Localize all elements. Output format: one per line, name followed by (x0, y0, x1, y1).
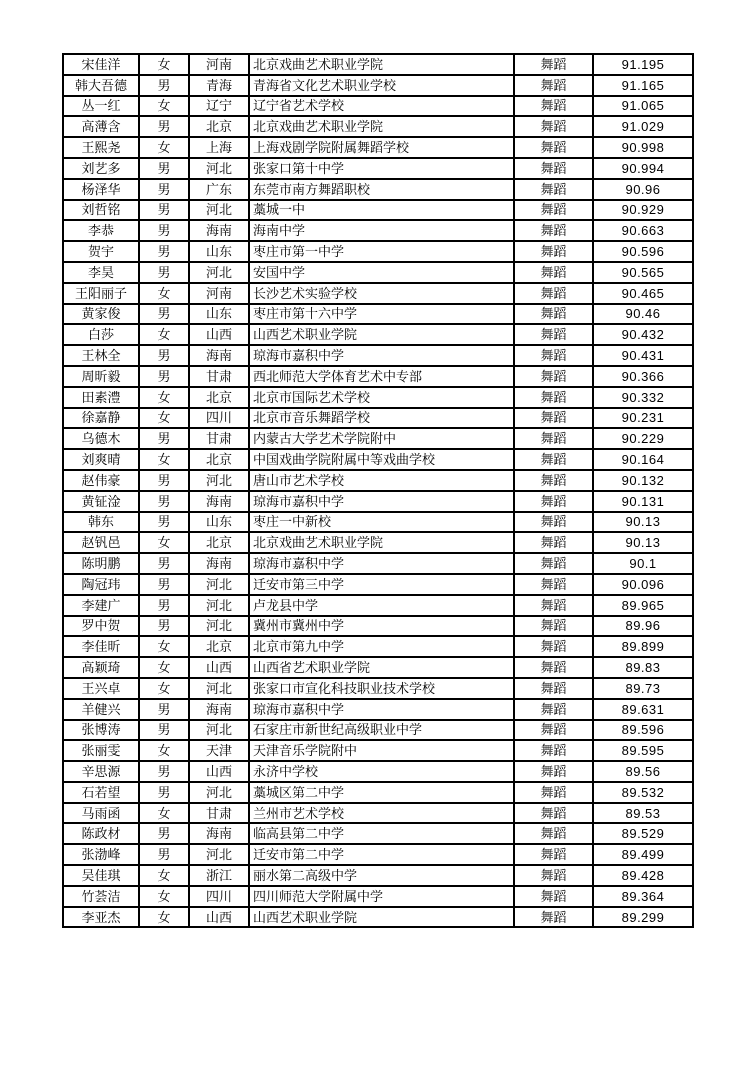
score-cell: 90.565 (593, 262, 693, 283)
province-cell: 河北 (189, 574, 249, 595)
table-row (63, 324, 693, 345)
name-cell: 刘哲铭 (63, 200, 139, 221)
table-row (63, 553, 693, 574)
school-cell: 张家口第十中学 (249, 158, 514, 179)
score-cell: 89.428 (593, 865, 693, 886)
score-table (62, 53, 694, 928)
province-cell: 海南 (189, 345, 249, 366)
score-cell: 91.029 (593, 116, 693, 137)
score-cell: 89.965 (593, 595, 693, 616)
major-cell: 舞蹈 (514, 595, 593, 616)
table-row (63, 699, 693, 720)
school-cell: 长沙艺术实验学校 (249, 283, 514, 304)
name-cell: 陶冠玮 (63, 574, 139, 595)
gender-cell: 男 (139, 491, 189, 512)
school-cell: 山西省艺术职业学院 (249, 657, 514, 678)
name-cell: 辛思源 (63, 761, 139, 782)
gender-cell: 男 (139, 116, 189, 137)
province-cell: 北京 (189, 387, 249, 408)
gender-cell: 男 (139, 512, 189, 533)
school-cell: 东莞市南方舞蹈职校 (249, 179, 514, 200)
table-row (63, 387, 693, 408)
province-cell: 海南 (189, 220, 249, 241)
table-row (63, 657, 693, 678)
gender-cell: 女 (139, 886, 189, 907)
gender-cell: 男 (139, 470, 189, 491)
major-cell: 舞蹈 (514, 823, 593, 844)
major-cell: 舞蹈 (514, 761, 593, 782)
school-cell: 北京戏曲艺术职业学院 (249, 532, 514, 553)
major-cell: 舞蹈 (514, 574, 593, 595)
table-row (63, 823, 693, 844)
province-cell: 河北 (189, 262, 249, 283)
name-cell: 陈政材 (63, 823, 139, 844)
name-cell: 石若望 (63, 782, 139, 803)
major-cell: 舞蹈 (514, 366, 593, 387)
table-row (63, 740, 693, 761)
gender-cell: 男 (139, 823, 189, 844)
table-row (63, 720, 693, 741)
table-row (63, 366, 693, 387)
major-cell: 舞蹈 (514, 241, 593, 262)
gender-cell: 男 (139, 345, 189, 366)
province-cell: 广东 (189, 179, 249, 200)
gender-cell: 女 (139, 803, 189, 824)
table-row (63, 865, 693, 886)
school-cell: 天津音乐学院附中 (249, 740, 514, 761)
score-cell: 90.1 (593, 553, 693, 574)
province-cell: 北京 (189, 532, 249, 553)
score-cell: 90.998 (593, 137, 693, 158)
score-cell: 90.465 (593, 283, 693, 304)
major-cell: 舞蹈 (514, 200, 593, 221)
name-cell: 高颖琦 (63, 657, 139, 678)
major-cell: 舞蹈 (514, 657, 593, 678)
major-cell: 舞蹈 (514, 865, 593, 886)
gender-cell: 男 (139, 304, 189, 325)
name-cell: 李建广 (63, 595, 139, 616)
major-cell: 舞蹈 (514, 262, 593, 283)
province-cell: 河北 (189, 844, 249, 865)
name-cell: 李亚杰 (63, 907, 139, 928)
province-cell: 四川 (189, 886, 249, 907)
gender-cell: 男 (139, 179, 189, 200)
province-cell: 河北 (189, 720, 249, 741)
major-cell: 舞蹈 (514, 220, 593, 241)
name-cell: 徐嘉静 (63, 408, 139, 429)
major-cell: 舞蹈 (514, 803, 593, 824)
table-row (63, 532, 693, 553)
province-cell: 河南 (189, 54, 249, 75)
major-cell: 舞蹈 (514, 304, 593, 325)
score-cell: 90.332 (593, 387, 693, 408)
school-cell: 中国戏曲学院附属中等戏曲学校 (249, 449, 514, 470)
name-cell: 贺宇 (63, 241, 139, 262)
province-cell: 河北 (189, 616, 249, 637)
major-cell: 舞蹈 (514, 782, 593, 803)
table-row (63, 636, 693, 657)
school-cell: 西北师范大学体育艺术中专部 (249, 366, 514, 387)
major-cell: 舞蹈 (514, 96, 593, 117)
province-cell: 山东 (189, 241, 249, 262)
major-cell: 舞蹈 (514, 844, 593, 865)
gender-cell: 男 (139, 699, 189, 720)
name-cell: 竹荟洁 (63, 886, 139, 907)
gender-cell: 男 (139, 574, 189, 595)
gender-cell: 女 (139, 137, 189, 158)
major-cell: 舞蹈 (514, 678, 593, 699)
name-cell: 白莎 (63, 324, 139, 345)
school-cell: 北京戏曲艺术职业学院 (249, 54, 514, 75)
school-cell: 上海戏剧学院附属舞蹈学校 (249, 137, 514, 158)
province-cell: 上海 (189, 137, 249, 158)
table-row (63, 803, 693, 824)
score-cell: 89.596 (593, 720, 693, 741)
name-cell: 王阳丽子 (63, 283, 139, 304)
school-cell: 迁安市第三中学 (249, 574, 514, 595)
gender-cell: 男 (139, 553, 189, 574)
name-cell: 羊健兴 (63, 699, 139, 720)
table-row (63, 428, 693, 449)
name-cell: 李恭 (63, 220, 139, 241)
major-cell: 舞蹈 (514, 137, 593, 158)
province-cell: 海南 (189, 823, 249, 844)
gender-cell: 女 (139, 54, 189, 75)
province-cell: 浙江 (189, 865, 249, 886)
school-cell: 兰州市艺术学校 (249, 803, 514, 824)
major-cell: 舞蹈 (514, 428, 593, 449)
province-cell: 北京 (189, 116, 249, 137)
gender-cell: 女 (139, 283, 189, 304)
score-cell: 89.73 (593, 678, 693, 699)
score-cell: 90.096 (593, 574, 693, 595)
score-cell: 89.96 (593, 616, 693, 637)
gender-cell: 女 (139, 657, 189, 678)
school-cell: 藁城区第二中学 (249, 782, 514, 803)
major-cell: 舞蹈 (514, 449, 593, 470)
name-cell: 韩大吾德 (63, 75, 139, 96)
table-row (63, 408, 693, 429)
table-row (63, 220, 693, 241)
table-row (63, 75, 693, 96)
name-cell: 马雨函 (63, 803, 139, 824)
major-cell: 舞蹈 (514, 116, 593, 137)
score-cell: 89.299 (593, 907, 693, 928)
score-cell: 90.596 (593, 241, 693, 262)
score-cell: 89.364 (593, 886, 693, 907)
score-cell: 91.165 (593, 75, 693, 96)
major-cell: 舞蹈 (514, 345, 593, 366)
name-cell: 周昕毅 (63, 366, 139, 387)
province-cell: 天津 (189, 740, 249, 761)
school-cell: 冀州市冀州中学 (249, 616, 514, 637)
gender-cell: 男 (139, 782, 189, 803)
school-cell: 丽水第二高级中学 (249, 865, 514, 886)
school-cell: 北京市第九中学 (249, 636, 514, 657)
gender-cell: 女 (139, 449, 189, 470)
table-row (63, 512, 693, 533)
gender-cell: 女 (139, 324, 189, 345)
name-cell: 李昊 (63, 262, 139, 283)
province-cell: 河北 (189, 595, 249, 616)
table-row (63, 574, 693, 595)
table-row (63, 678, 693, 699)
major-cell: 舞蹈 (514, 532, 593, 553)
table-row (63, 449, 693, 470)
name-cell: 田素澧 (63, 387, 139, 408)
gender-cell: 女 (139, 96, 189, 117)
school-cell: 唐山市艺术学校 (249, 470, 514, 491)
province-cell: 山西 (189, 907, 249, 928)
name-cell: 高薄含 (63, 116, 139, 137)
table-row (63, 262, 693, 283)
score-cell: 90.96 (593, 179, 693, 200)
gender-cell: 男 (139, 720, 189, 741)
table-row (63, 200, 693, 221)
province-cell: 河北 (189, 470, 249, 491)
school-cell: 内蒙古大学艺术学院附中 (249, 428, 514, 449)
province-cell: 河北 (189, 782, 249, 803)
major-cell: 舞蹈 (514, 54, 593, 75)
score-cell: 90.131 (593, 491, 693, 512)
province-cell: 山西 (189, 761, 249, 782)
gender-cell: 男 (139, 158, 189, 179)
province-cell: 甘肃 (189, 428, 249, 449)
score-cell: 90.46 (593, 304, 693, 325)
province-cell: 北京 (189, 449, 249, 470)
table-row (63, 137, 693, 158)
gender-cell: 女 (139, 740, 189, 761)
score-cell: 90.132 (593, 470, 693, 491)
name-cell: 吴佳琪 (63, 865, 139, 886)
table-row (63, 345, 693, 366)
school-cell: 四川师范大学附属中学 (249, 886, 514, 907)
school-cell: 青海省文化艺术职业学校 (249, 75, 514, 96)
major-cell: 舞蹈 (514, 699, 593, 720)
score-cell: 90.13 (593, 532, 693, 553)
table-row (63, 158, 693, 179)
gender-cell: 女 (139, 387, 189, 408)
school-cell: 北京市国际艺术学校 (249, 387, 514, 408)
school-cell: 辽宁省艺术学校 (249, 96, 514, 117)
gender-cell: 男 (139, 241, 189, 262)
school-cell: 永济中学校 (249, 761, 514, 782)
score-cell: 90.663 (593, 220, 693, 241)
school-cell: 枣庄一中新校 (249, 512, 514, 533)
gender-cell: 男 (139, 761, 189, 782)
name-cell: 黄钲淦 (63, 491, 139, 512)
gender-cell: 女 (139, 678, 189, 699)
gender-cell: 女 (139, 532, 189, 553)
table-row (63, 595, 693, 616)
school-cell: 迁安市第二中学 (249, 844, 514, 865)
province-cell: 海南 (189, 491, 249, 512)
province-cell: 河北 (189, 678, 249, 699)
gender-cell: 女 (139, 865, 189, 886)
school-cell: 安国中学 (249, 262, 514, 283)
score-cell: 91.195 (593, 54, 693, 75)
name-cell: 韩东 (63, 512, 139, 533)
score-cell: 89.529 (593, 823, 693, 844)
school-cell: 海南中学 (249, 220, 514, 241)
table-row (63, 886, 693, 907)
school-cell: 临高县第二中学 (249, 823, 514, 844)
school-cell: 琼海市嘉积中学 (249, 345, 514, 366)
score-cell: 91.065 (593, 96, 693, 117)
name-cell: 赵钒邑 (63, 532, 139, 553)
major-cell: 舞蹈 (514, 616, 593, 637)
name-cell: 乌德木 (63, 428, 139, 449)
school-cell: 石家庄市新世纪高级职业中学 (249, 720, 514, 741)
school-cell: 藁城一中 (249, 200, 514, 221)
province-cell: 四川 (189, 408, 249, 429)
province-cell: 河北 (189, 158, 249, 179)
major-cell: 舞蹈 (514, 553, 593, 574)
name-cell: 张丽雯 (63, 740, 139, 761)
school-cell: 枣庄市第一中学 (249, 241, 514, 262)
table-row (63, 241, 693, 262)
school-cell: 北京市音乐舞蹈学校 (249, 408, 514, 429)
school-cell: 张家口市宣化科技职业技术学校 (249, 678, 514, 699)
name-cell: 宋佳洋 (63, 54, 139, 75)
table-row (63, 54, 693, 75)
gender-cell: 男 (139, 844, 189, 865)
major-cell: 舞蹈 (514, 324, 593, 345)
name-cell: 刘爽晴 (63, 449, 139, 470)
score-table-body (63, 54, 693, 927)
table-row (63, 616, 693, 637)
score-cell: 89.532 (593, 782, 693, 803)
major-cell: 舞蹈 (514, 886, 593, 907)
province-cell: 山西 (189, 657, 249, 678)
gender-cell: 男 (139, 200, 189, 221)
gender-cell: 男 (139, 595, 189, 616)
province-cell: 北京 (189, 636, 249, 657)
table-row (63, 179, 693, 200)
school-cell: 山西艺术职业学院 (249, 324, 514, 345)
major-cell: 舞蹈 (514, 75, 593, 96)
gender-cell: 男 (139, 75, 189, 96)
name-cell: 黄家俊 (63, 304, 139, 325)
major-cell: 舞蹈 (514, 512, 593, 533)
table-row (63, 96, 693, 117)
score-cell: 90.994 (593, 158, 693, 179)
table-row (63, 782, 693, 803)
score-cell: 89.595 (593, 740, 693, 761)
province-cell: 青海 (189, 75, 249, 96)
name-cell: 李佳昕 (63, 636, 139, 657)
score-cell: 90.164 (593, 449, 693, 470)
province-cell: 海南 (189, 553, 249, 574)
school-cell: 山西艺术职业学院 (249, 907, 514, 928)
score-cell: 89.83 (593, 657, 693, 678)
province-cell: 山东 (189, 304, 249, 325)
school-cell: 琼海市嘉积中学 (249, 553, 514, 574)
province-cell: 河南 (189, 283, 249, 304)
score-cell: 90.13 (593, 512, 693, 533)
province-cell: 山西 (189, 324, 249, 345)
score-cell: 90.431 (593, 345, 693, 366)
major-cell: 舞蹈 (514, 408, 593, 429)
table-row (63, 283, 693, 304)
gender-cell: 女 (139, 636, 189, 657)
major-cell: 舞蹈 (514, 491, 593, 512)
score-cell: 89.53 (593, 803, 693, 824)
major-cell: 舞蹈 (514, 470, 593, 491)
table-row (63, 761, 693, 782)
score-cell: 89.56 (593, 761, 693, 782)
name-cell: 罗中贺 (63, 616, 139, 637)
major-cell: 舞蹈 (514, 179, 593, 200)
score-cell: 90.929 (593, 200, 693, 221)
score-cell: 90.231 (593, 408, 693, 429)
major-cell: 舞蹈 (514, 907, 593, 928)
gender-cell: 男 (139, 428, 189, 449)
major-cell: 舞蹈 (514, 158, 593, 179)
score-cell: 90.229 (593, 428, 693, 449)
table-row (63, 491, 693, 512)
name-cell: 王熙尧 (63, 137, 139, 158)
table-row (63, 907, 693, 928)
school-cell: 枣庄市第十六中学 (249, 304, 514, 325)
school-cell: 卢龙县中学 (249, 595, 514, 616)
score-cell: 89.899 (593, 636, 693, 657)
name-cell: 赵伟豪 (63, 470, 139, 491)
major-cell: 舞蹈 (514, 636, 593, 657)
school-cell: 北京戏曲艺术职业学院 (249, 116, 514, 137)
gender-cell: 男 (139, 220, 189, 241)
name-cell: 刘艺多 (63, 158, 139, 179)
table-row (63, 844, 693, 865)
major-cell: 舞蹈 (514, 387, 593, 408)
score-cell: 89.499 (593, 844, 693, 865)
score-cell: 90.432 (593, 324, 693, 345)
province-cell: 甘肃 (189, 366, 249, 387)
score-cell: 90.366 (593, 366, 693, 387)
gender-cell: 男 (139, 366, 189, 387)
province-cell: 海南 (189, 699, 249, 720)
major-cell: 舞蹈 (514, 720, 593, 741)
school-cell: 琼海市嘉积中学 (249, 491, 514, 512)
major-cell: 舞蹈 (514, 740, 593, 761)
province-cell: 辽宁 (189, 96, 249, 117)
province-cell: 山东 (189, 512, 249, 533)
table-row (63, 116, 693, 137)
gender-cell: 女 (139, 408, 189, 429)
name-cell: 张渤峰 (63, 844, 139, 865)
table-row (63, 304, 693, 325)
province-cell: 河北 (189, 200, 249, 221)
score-cell: 89.631 (593, 699, 693, 720)
name-cell: 王兴卓 (63, 678, 139, 699)
table-row (63, 470, 693, 491)
province-cell: 甘肃 (189, 803, 249, 824)
gender-cell: 男 (139, 616, 189, 637)
name-cell: 张博涛 (63, 720, 139, 741)
gender-cell: 女 (139, 907, 189, 928)
school-cell: 琼海市嘉积中学 (249, 699, 514, 720)
name-cell: 王林全 (63, 345, 139, 366)
gender-cell: 男 (139, 262, 189, 283)
major-cell: 舞蹈 (514, 283, 593, 304)
name-cell: 杨泽华 (63, 179, 139, 200)
name-cell: 陈明鹏 (63, 553, 139, 574)
name-cell: 丛一红 (63, 96, 139, 117)
